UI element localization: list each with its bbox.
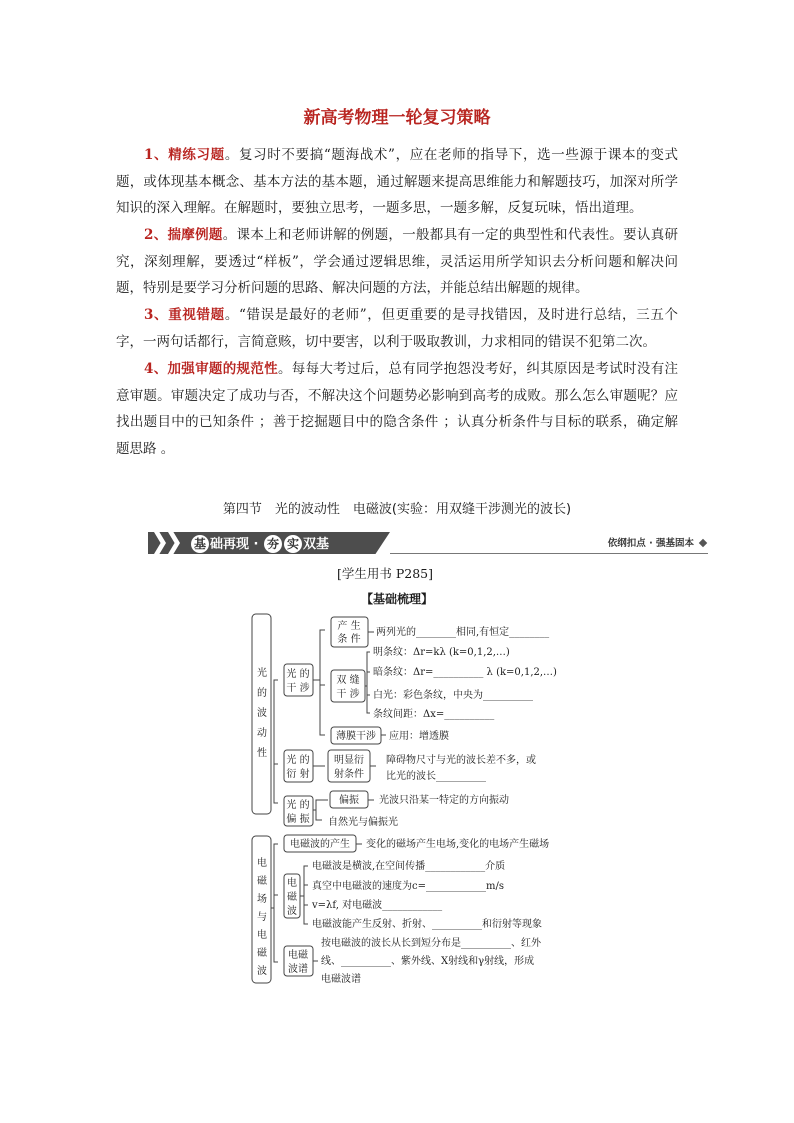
bracket-line xyxy=(313,800,328,820)
leaf-text: 真空中电磁波的速度为c=____________m/s xyxy=(312,881,504,892)
node-label: 条 件 xyxy=(337,634,361,645)
node-label: 干 涉 xyxy=(286,683,310,694)
paragraph-3-body: 。“错误是最好的老师”，但更重要的是寻找错因，及时进行总结，三五个字，一两句话都行，言简意赅，切中要害，以利于吸取教训，力求相同的错误不犯第二次。 xyxy=(116,307,678,350)
node-label: 薄膜干涉 xyxy=(336,731,376,742)
banner-text-part: 双基 xyxy=(303,537,330,552)
leaf-text: v=λf, 对电磁波____________ xyxy=(312,900,443,911)
root-char: 与 xyxy=(257,912,267,923)
paragraph-2-body: 。课本上和老师讲解的例题，一般都具有一定的典型性和代表性。要认真研究，深刻理解，要透过“样板”，学会通过逻辑思维，灵活运用所学知识去分析问题和解决问题，特别是要学习分析问题的思路、解决问题的方法，并能总结出解题的规律。 xyxy=(116,227,678,296)
root-char: 动 xyxy=(257,728,267,739)
root-char: 场 xyxy=(257,894,267,905)
bracket-line xyxy=(300,866,308,924)
subhead: 【基础梳理】 xyxy=(360,592,433,606)
page-title: 新高考物理一轮复习策略 xyxy=(303,108,491,128)
node-label: 干 涉 xyxy=(336,689,360,700)
root-char: 波 xyxy=(257,708,267,719)
bracket-line xyxy=(274,680,278,803)
leaf-text: 电磁波是横波,在空间传播____________介质 xyxy=(312,861,506,872)
paragraph-4-head: 4、加强审题的规范性 xyxy=(144,361,278,377)
leaf-text: 障碍物尺寸与光的波长差不多，或 xyxy=(386,755,536,766)
banner-circle-char: 夯 xyxy=(264,535,282,553)
root-char: 光 xyxy=(257,668,267,679)
node-label: 射条件 xyxy=(334,769,364,780)
paragraph-1-head: 1、精练习题 xyxy=(144,147,225,163)
root-char: 波 xyxy=(257,966,267,977)
root-char: 性 xyxy=(257,748,267,759)
banner-text-part: 础再现 · xyxy=(210,537,263,552)
root-char: 磁 xyxy=(257,876,267,887)
node-label: 电磁波的产生 xyxy=(290,839,350,850)
leaf-text: 应用：增透膜 xyxy=(389,731,449,742)
paragraph-3-head: 3、重视错题 xyxy=(144,307,225,323)
node-label: 偏振 xyxy=(339,795,359,806)
book-reference: [学生用书 P285] xyxy=(337,566,433,581)
node-label: 磁 xyxy=(287,892,297,903)
paragraph-4-body: 。每每大考过后，总有同学抱怨没考好，纠其原因是考试时没有注意审题。审题决定了成功与否，不解决这个问题势必影响到高考的成败。那么怎么审题呢？应找出题目中的已知条件 ；善于挖掘题目中的隐含条件 ；认真分析条件与目标的联系，确定解题思路 。 xyxy=(116,361,678,457)
node-label: 电磁 xyxy=(288,950,308,961)
bracket-line xyxy=(313,680,325,685)
node-label: 光 的 xyxy=(286,669,310,680)
leaf-text: 电磁波谱 xyxy=(321,974,361,985)
banner-right-text: 依纲扣点 · 强基固本 xyxy=(607,538,694,549)
banner-circle-char: 实 xyxy=(284,535,302,553)
bracket-line xyxy=(365,652,370,713)
leaf-text: 明条纹：Δr=kλ (k=0,1,2,…) xyxy=(373,647,510,658)
leaf-text: 变化的磁场产生电场,变化的电场产生磁场 xyxy=(366,839,550,850)
leaf-text: 白光：彩色条纹，中央为__________ xyxy=(373,690,533,701)
node-label: 光 的 xyxy=(286,755,310,766)
root-char: 电 xyxy=(257,858,267,869)
leaf-text: 暗条纹：Δr=__________ λ (k=0,1,2,…) xyxy=(373,667,557,678)
leaf-text: 两列光的________相同,有恒定________ xyxy=(376,627,550,638)
paragraph-1-body: 。复习时不要搞“题海战术”，应在老师的指导下，选一些源于课本的变式题，或体现基本概念、基本方法的基本题，通过解题来提高思维能力和解题技巧，加深对所学知识的深入理解。在解题时，要独立思考，一题多思，一题多解，反复玩味，悟出道理。 xyxy=(116,147,678,216)
node-label: 双 缝 xyxy=(336,675,360,686)
leaf-text: 电磁波能产生反射、折射、__________和衍射等现象 xyxy=(312,919,542,930)
root-char: 的 xyxy=(257,688,267,699)
leaf-text: 比光的波长__________ xyxy=(386,771,486,782)
node-label: 电 xyxy=(287,878,297,889)
node-label: 明显衍 xyxy=(334,755,364,766)
root-char: 磁 xyxy=(257,948,267,959)
node-label: 光 的 xyxy=(286,800,310,811)
leaf-text: 自然光与偏振光 xyxy=(328,817,398,828)
banner-circle-char: 基 xyxy=(191,535,209,553)
node-label: 偏 振 xyxy=(286,814,310,825)
node-label: 波谱 xyxy=(288,964,308,975)
bracket-line xyxy=(271,844,278,962)
node-label: 衍 射 xyxy=(286,769,310,780)
root-char: 电 xyxy=(257,930,267,941)
section-title: 第四节 光的波动性 电磁波(实验：用双缝干涉测光的波长) xyxy=(222,502,572,517)
leaf-text: 按电磁波的波长从长到短分布是__________、红外 xyxy=(321,938,541,949)
leaf-text: 条纹间距：Δx=__________ xyxy=(373,709,495,720)
node-label: 波 xyxy=(287,906,297,917)
leaf-text: 线、__________、紫外线、X射线和γ射线，形成 xyxy=(321,956,535,967)
paragraph-2-head: 2、揣摩例题 xyxy=(144,227,223,243)
leaf-text: 光波只沿某一特定的方向振动 xyxy=(379,795,509,806)
bracket-line xyxy=(320,630,325,735)
node-label: 产 生 xyxy=(337,621,361,632)
